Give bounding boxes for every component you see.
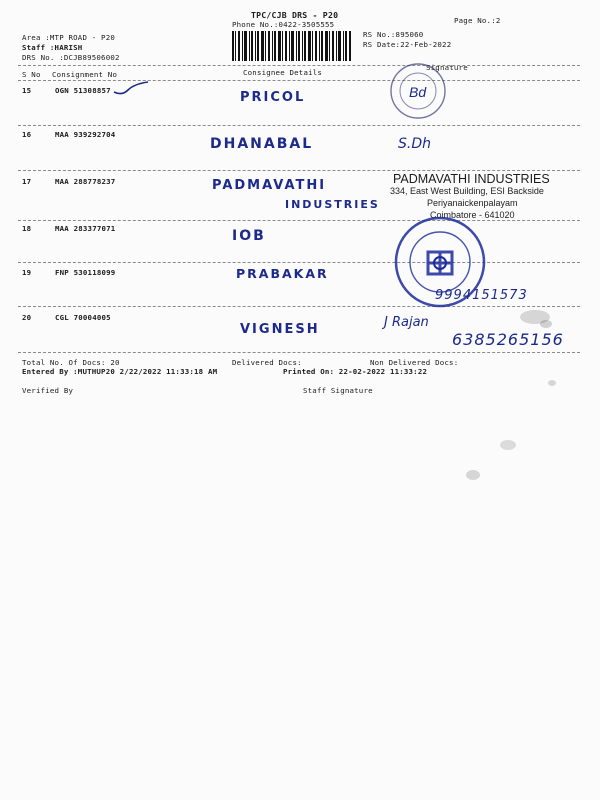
stamp-address-line2: Periyanaickenpalayam: [427, 198, 518, 208]
row-sno: 18: [22, 224, 32, 233]
row-sno: 16: [22, 130, 32, 139]
signature-phone-handwriting: 9994151573: [435, 288, 528, 303]
stamp-address-line3: Coimbatore - 641020: [430, 210, 515, 220]
row-consignment: MAA 283377071: [55, 224, 116, 233]
row-sno: 15: [22, 86, 32, 95]
row-sno: 19: [22, 268, 32, 277]
row-consignee-handwriting: VIGNESH: [240, 322, 320, 337]
row-consignment: CGL 70004005: [55, 313, 111, 322]
page-number: Page No.:2: [454, 16, 501, 25]
delivered-docs: Delivered Docs:: [232, 358, 302, 367]
verified-by: Verified By: [22, 386, 74, 395]
column-consignee: Consignee Details: [243, 68, 323, 77]
non-delivered-docs: Non Delivered Docs:: [370, 358, 459, 367]
signature-phone-handwriting: 6385265156: [452, 330, 564, 349]
stamp-address-line1: 334, East West Building, ESI Backside: [390, 186, 544, 196]
scan-noise: [500, 440, 516, 450]
row-consignment: MAA 288778237: [55, 177, 116, 186]
row-consignment: OGN 51308857: [55, 86, 111, 95]
scan-noise: [466, 470, 480, 480]
barcode: [232, 31, 352, 61]
checkmark-icon: [112, 80, 152, 100]
row-sno: 17: [22, 177, 32, 186]
phone-number: Phone No.:0422-3505555: [232, 20, 335, 29]
svg-text:Bd: Bd: [409, 84, 427, 100]
total-docs: Total No. Of Docs: 20: [22, 358, 120, 367]
row-consignee-handwriting: PRICOL: [240, 90, 306, 105]
area-label: Area :MTP ROAD - P20: [22, 33, 115, 42]
row-consignee-handwriting: IOB: [232, 228, 266, 244]
divider: [18, 352, 580, 353]
divider: [18, 80, 580, 81]
divider: [18, 170, 580, 171]
scan-noise: [548, 380, 556, 386]
divider: [18, 125, 580, 126]
row-consignment: MAA 939292704: [55, 130, 116, 139]
row-consignment: FNP 530118099: [55, 268, 116, 277]
divider: [18, 65, 580, 66]
row-consignee-handwriting: PRABAKAR: [236, 266, 329, 281]
column-consignment: Consignment No: [52, 70, 118, 79]
entered-by: Entered By :MUTHUP20 2/22/2022 11:33:18 AM: [22, 367, 218, 376]
column-sno: S No: [22, 70, 41, 79]
row-sno: 20: [22, 313, 32, 322]
staff-label: Staff :HARISH: [22, 43, 83, 52]
scan-noise: [540, 320, 552, 328]
row-consignee-handwriting: PADMAVATHI: [212, 178, 327, 193]
printed-on: Printed On: 22-02-2022 11:33:22: [283, 367, 428, 376]
rs-number: RS No.:895060: [363, 30, 424, 39]
staff-signature: Staff Signature: [303, 386, 373, 395]
signature-handwriting: J Rajan: [384, 315, 429, 330]
row-consignee-handwriting: DHANABAL: [210, 136, 314, 152]
document-title: TPC/CJB DRS - P20: [251, 10, 339, 20]
round-stamp-icon: [388, 60, 448, 122]
rs-date: RS Date:22-Feb-2022: [363, 40, 452, 49]
column-signature: Signature: [426, 63, 468, 72]
signature-handwriting: S.Dh: [398, 136, 431, 152]
bank-stamp-icon: [384, 214, 496, 310]
drs-number: DRS No. :DCJB89506002: [22, 53, 120, 62]
stamp-company-name: PADMAVATHI INDUSTRIES: [393, 172, 550, 186]
row-consignee-handwriting-line2: INDUSTRIES: [285, 198, 380, 211]
